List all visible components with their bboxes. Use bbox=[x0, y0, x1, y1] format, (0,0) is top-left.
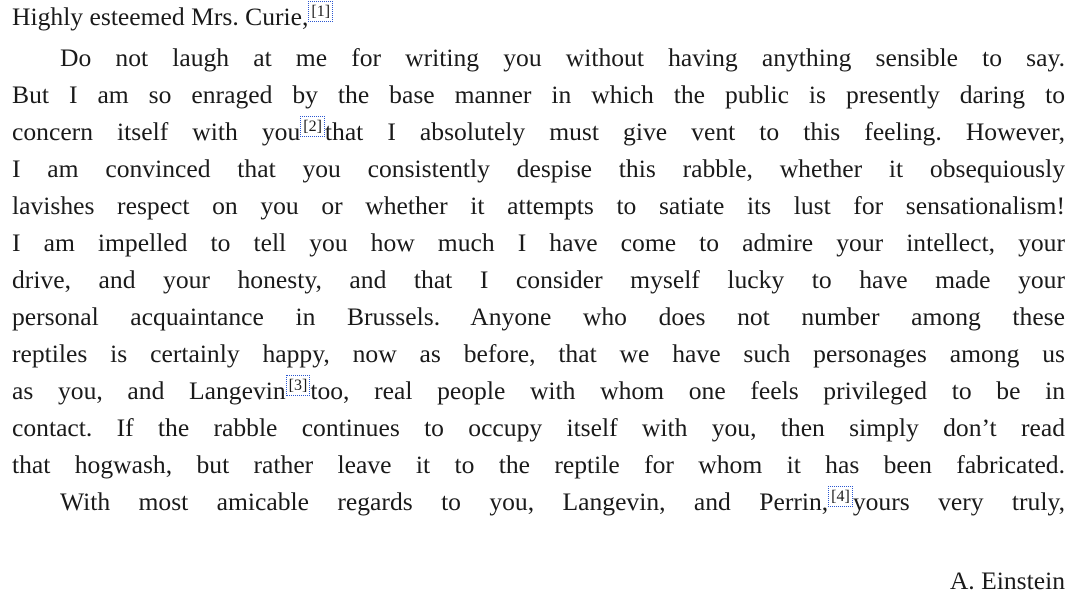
closing-text-a: With most amicable regards to you, Langevin, and Perrin, bbox=[60, 487, 829, 516]
letter-line-6: I am impelled to tell you how much I have come to admire your intellect, your bbox=[12, 228, 1065, 257]
closing-line bbox=[60, 484, 1065, 521]
letter-line-10 bbox=[12, 373, 1065, 410]
letter-line-4: I am convinced that you consistently despise this rabble, whether it obsequiously bbox=[12, 154, 1065, 183]
line-10-text-a: as you, and Langevin bbox=[12, 376, 286, 405]
footnote-ref-3[interactable]: [3] bbox=[288, 377, 308, 394]
letter-line-1: Do not laugh at me for writing you without having anything sensible to say. bbox=[60, 43, 1065, 72]
salutation: Highly esteemed Mrs. Curie, bbox=[12, 2, 309, 31]
letter-line-12: that hogwash, but rather leave it to the reptile for whom it has been fabricated. bbox=[12, 450, 1065, 479]
letter-line-7: drive, and your honesty, and that I consider myself lucky to have made your bbox=[12, 265, 1065, 294]
line-3-text-a: concern itself with you bbox=[12, 117, 301, 146]
footnote-ref-4[interactable]: [4] bbox=[831, 488, 850, 505]
salutation-line bbox=[12, 0, 1065, 36]
line-10-text-b: too, real people with whom one feels privileged to be in bbox=[310, 376, 1065, 405]
letter-line-11: contact. If the rabble continues to occupy itself with you, then simply don’t read bbox=[12, 413, 1065, 442]
footnote-ref-1[interactable]: [1] bbox=[311, 3, 331, 20]
letter-line-9: reptiles is certainly happy, now as before, that we have such personages among us bbox=[12, 339, 1065, 368]
letter-line-8: personal acquaintance in Brussels. Anyone who does not number among these bbox=[12, 302, 1065, 331]
line-3-text-b: that I absolutely must give vent to this feeling. However, bbox=[324, 117, 1065, 146]
letter-line-2: But I am so enraged by the base manner in which the public is presently daring to bbox=[12, 80, 1065, 109]
letter-line-3 bbox=[12, 114, 1065, 151]
footnote-ref-2[interactable]: [2] bbox=[303, 118, 322, 135]
signature: A. Einstein bbox=[949, 566, 1065, 595]
letter-line-5: lavishes respect on you or whether it attempts to satiate its lust for sensationalism! bbox=[12, 191, 1065, 220]
closing-text-b: yours very truly, bbox=[852, 487, 1065, 516]
